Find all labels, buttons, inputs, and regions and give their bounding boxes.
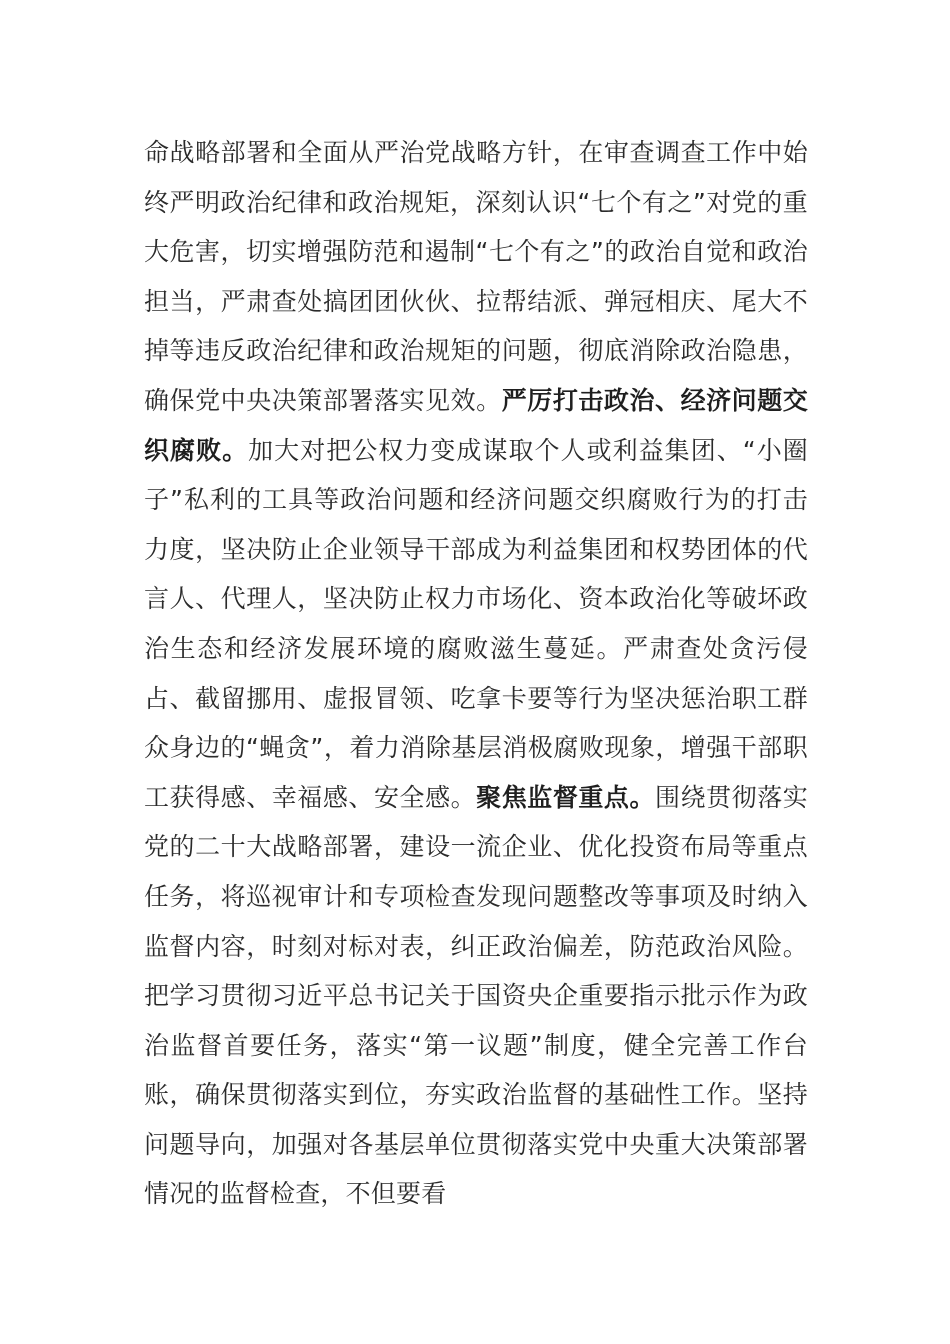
bold-heading-supervision-focus: 聚焦监督重点。 <box>476 782 656 812</box>
body-paragraph <box>144 128 808 1219</box>
text-run: 围绕贯彻落实党的二十大战略部署，建设一流企业、优化投资布局等重点任务，将巡视审计和专项检查发现问题整改等事项及时纳入监督内容，时刻对标对表，纠正政治偏差，防范政治风险。把学习贯彻习近平总书记关于国资央企重要指示批示作为政治监督首要任务，落实“第一议题”制度，健全完善工作台账，确保贯彻落实到位，夯实政治监督的基础性工作。坚持问题导向，加强对各基层单位贯彻落实党中央重大决策部署情况的监督检查，不但要看 <box>144 782 808 1209</box>
bold-heading-crackdown: 严厉打击政治、经济问题交织腐败。 <box>144 385 808 465</box>
text-run: 加大对把公权力变成谋取个人或利益集团、“小圈子”私利的工具等政治问题和经济问题交织腐败行为的打击力度，坚决防止企业领导干部成为利益集团和权势团体的代言人、代理人，坚决防止权力市场化、资本政治化等破坏政治生态和经济发展环境的腐败滋生蔓延。严肃查处贪污侵占、截留挪用、虚报冒领、吃拿卡要等行为坚决惩治职工群众身边的“蝇贪”，着力消除基层消极腐败现象，增强干部职工获得感、幸福感、安全感。 <box>144 435 808 812</box>
text-run: 命战略部署和全面从严治党战略方针，在审查调查工作中始终严明政治纪律和政治规矩，深刻认识“七个有之”对党的重大危害，切实增强防范和遏制“七个有之”的政治自觉和政治担当，严肃查处搞团团伙伙、拉帮结派、弹冠相庆、尾大不掉等违反政治纪律和政治规矩的问题，彻底消除政治隐患，确保党中央决策部署落实见效。 <box>144 138 808 415</box>
